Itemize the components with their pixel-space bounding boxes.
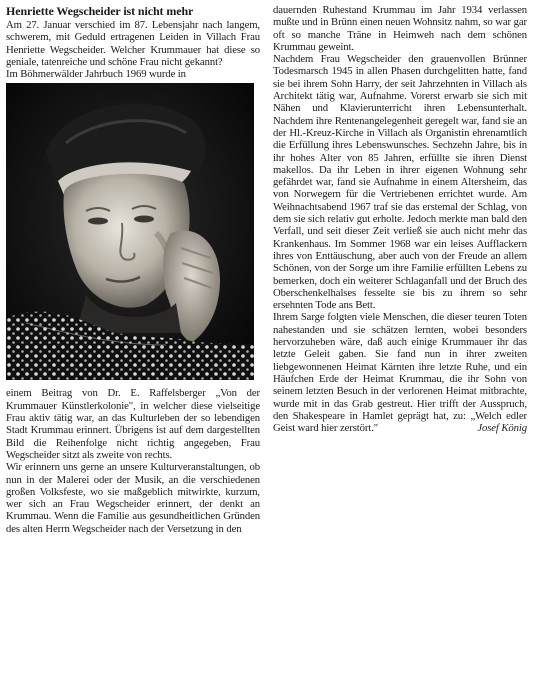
paragraph: Wir erinnern uns gerne an unsere Kulturveranstaltungen, ob nun in der Malerei oder der Musik, an die verschiedenen großen Volksfeste, wo sie maßgeblich mitwirkte, kurzum, wer sich an Frau Wegscheider erinnert, der denkt an Krummau. Wenn die Familie aus gesundheitlichen Gründen des alten Herrn Wegscheider nach der Versetzung in den	[6, 461, 260, 535]
left-column	[6, 4, 260, 535]
paragraph	[273, 311, 527, 434]
paragraph: dauernden Ruhestand Krummau im Jahr 1934 verlassen mußte und in Brünn einen neuen Wohnsitz nahm, so war gar oft so manche Träne in Heimweh nach dem schönen Krummau geweint.	[273, 4, 527, 53]
paragraph: Am 27. Januar verschied im 87. Lebensjahr nach langem, schwerem, mit Geduld ertragenen Leiden in Villach Frau Henriette Wegscheider. Welcher Krummauer hat diese so geniale, tatenreiche und schöne Frau nicht gekannt?	[6, 19, 260, 68]
portrait-photo-drawing	[6, 83, 254, 380]
portrait-photo	[6, 83, 254, 380]
paragraph-text: Ihrem Sarge folgten viele Menschen, die dieser teuren Toten nahestanden und sie schätzen lernten, wobei besonders hervorzuheben wäre, daß auch einige Krummauer ihr das letzte Geleit gaben. Sie fand nun in ihrer zweiten liebgewonnenen Heimat Kärnten ihre letzte Ruhe, und ein Häufchen Erde der Heimat Krummau, die ihr Sohn von seinem letzten Besuch in der verlorenen Heimat mitbrachte, wurde mit in das Grab gestreut. Hier trifft der Ausspruch, den Shakespeare in Hamlet geprägt hat, zu: „Welch edler Geist ward hier zerstört."	[273, 311, 527, 435]
article-columns	[6, 4, 527, 535]
paragraph: Nachdem Frau Wegscheider den grauenvollen Brünner Todesmarsch 1945 in allen Phasen durchgelitten hatte, fand sie bei ihrem Sohn Harry, der seit Jahrzehnten in Villach als Architekt tätig war, Aufnahme. Vorerst erwarb sie sich mit Nähen und Klavierunterricht ihren Lebensunterhalt. Nachdem ihre Rentenangelegenheit geregelt war, fand sie an der Hl.-Kreuz-Kirche in Villach als Organistin ehrenamtlich die Erfüllung ihres Lebenswunsches. Sechzehn Jahre, bis in ihr hohes Alter von 85 Jahren, erfüllte sie ihren Dienst makellos. Da ihr Leben in ihrer eigenen Wohnung sehr gefährdet war, fand sie Aufnahme in einem Altersheim, das von Norwegern für die Vertriebenen errichtet wurde. Am Weihnachtsabend 1967 traf sie das erstemal der Schlag, von dem sie sich relativ gut erholte. Jedoch merkte man bald den Verfall, und seit dieser Zeit verließ sie auch nicht mehr das Krankenhaus. Im Sommer 1968 war ein leises Aufflackern ihres von Enttäuschung, aber auch von der Freude an allem Schönen, von der Sorge um ihre Familie erfüllten Lebens zu bemerken, doch ein weiterer Schlaganfall und der Bruch des Oberschenkelhalses fesselte sie bis zu ihrem so sehr ersehnten Tode ans Bett.	[273, 53, 527, 312]
article-headline: Henriette Wegscheider ist nicht mehr	[6, 4, 194, 18]
right-column	[273, 4, 527, 535]
paragraph: einem Beitrag von Dr. E. Raffelsberger „Von der Krummauer Künstlerkolonie", in welcher diese vielseitige Frau aktiv tätig war, an das Kulturleben der so lebendigen Stadt Krummau erinnert. Übrigens ist auf dem dargestellten Bild die Reihenfolge nicht richtig angegeben, Frau Wegscheider sitzt als zweite von rechts.	[6, 387, 260, 461]
author-byline: Josef König	[477, 422, 527, 435]
paragraph: Im Böhmerwälder Jahrbuch 1969 wurde in	[6, 68, 186, 81]
